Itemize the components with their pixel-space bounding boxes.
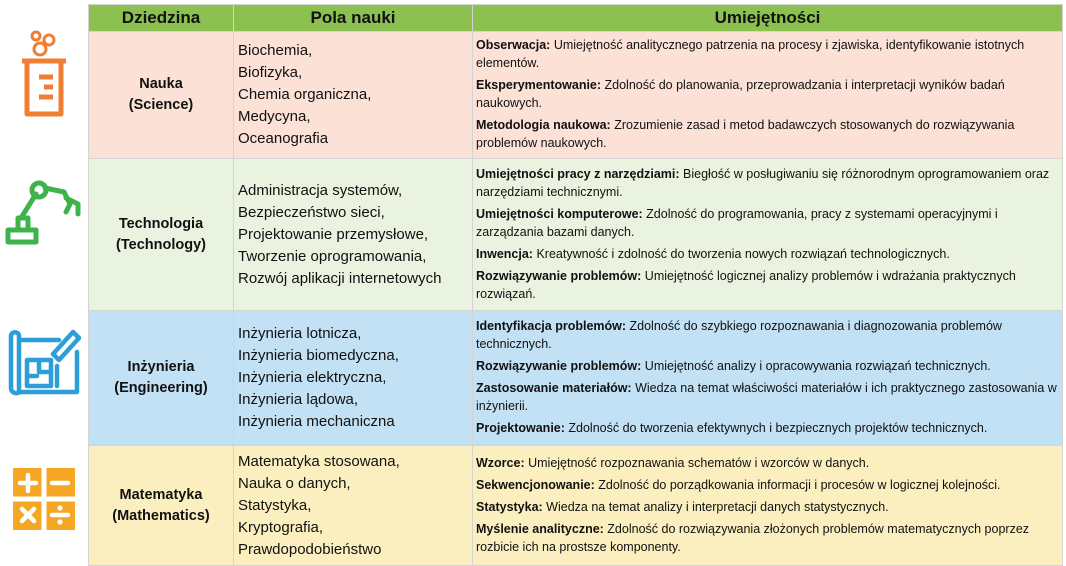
skill-item bbox=[476, 379, 1057, 415]
skill-item bbox=[476, 76, 1057, 112]
skill-desc: Umiejętność rozpoznawania schematów i wzorców w danych. bbox=[524, 455, 870, 470]
field-item: Inżynieria lądowa, bbox=[238, 391, 359, 408]
skill-desc: Zdolność do programowania, pracy z systemami operacyjnymi i zarządzania bazami danych. bbox=[476, 206, 998, 239]
skill-item bbox=[476, 520, 1057, 556]
field-item: Inżynieria lotnicza, bbox=[238, 325, 362, 342]
skill-item bbox=[476, 245, 1057, 263]
domain-cell bbox=[89, 446, 234, 566]
field-item: Rozwój aplikacji internetowych bbox=[238, 269, 442, 287]
domain-name: Inżynieria bbox=[127, 359, 195, 375]
table-row-science bbox=[89, 32, 1063, 159]
field-item: Biochemia, bbox=[238, 42, 313, 59]
blueprint-icon bbox=[0, 326, 88, 396]
field-item: Nauka o danych, bbox=[238, 474, 351, 492]
header-row bbox=[89, 5, 1063, 32]
field-item: Matematyka stosowana, bbox=[238, 452, 400, 470]
skill-desc: Zrozumienie zasad i metod badawczych stosowanych do rozwiązywania problemów naukowych. bbox=[476, 118, 1015, 150]
skill-name: Identyfikacja problemów: bbox=[476, 319, 627, 333]
skills-cell bbox=[473, 32, 1063, 159]
skill-desc: Umiejętność analizy i opracowywania rozwiązań technicznych. bbox=[641, 359, 991, 373]
domain-name-en: (Science) bbox=[128, 97, 194, 113]
skill-desc: Biegłość w posługiwaniu się różnorodnym oprogramowaniem oraz narzędziami technicznymi. bbox=[476, 166, 1050, 199]
field-item: Inżynieria biomedyczna, bbox=[238, 347, 399, 364]
skill-name: Eksperymentowanie: bbox=[476, 78, 602, 92]
domain-name-en: (Mathematics) bbox=[112, 507, 210, 524]
skill-desc: Zdolność do tworzenia efektywnych i bezpiecznych projektów technicznych. bbox=[564, 421, 988, 435]
skill-name: Obserwacja: bbox=[476, 38, 551, 52]
skill-name: Statystyka: bbox=[476, 499, 543, 514]
field-item: Tworzenie oprogramowania, bbox=[238, 247, 427, 265]
skill-name: Zastosowanie materiałów: bbox=[476, 381, 632, 395]
skill-desc: Umiejętność analitycznego patrzenia na procesy i zjawiska, identyfikowanie istotnych elementów. bbox=[476, 38, 1025, 70]
skill-desc: Zdolność do szybkiego rozpoznawania i diagnozowania problemów technicznych. bbox=[476, 319, 1002, 351]
skill-item bbox=[476, 498, 1057, 516]
table-row-technology bbox=[89, 159, 1063, 311]
field-item: Administracja systemów, bbox=[238, 181, 403, 199]
skill-name: Umiejętności pracy z narzędziami: bbox=[476, 166, 680, 181]
skill-name: Metodologia naukowa: bbox=[476, 118, 611, 132]
domain-name-en: (Engineering) bbox=[114, 380, 208, 396]
field-item: Oceanografia bbox=[238, 130, 329, 147]
skill-name: Projektowanie: bbox=[476, 421, 565, 435]
field-item: Projektowanie przemysłowe, bbox=[238, 225, 429, 243]
field-item: Prawdopodobieństwo bbox=[238, 540, 382, 558]
domain-name: Nauka bbox=[139, 76, 183, 92]
skills-cell bbox=[473, 311, 1063, 446]
skill-item bbox=[476, 165, 1057, 201]
field-item: Statystyka, bbox=[238, 496, 312, 514]
skill-desc: Umiejętność logicznej analizy problemów i wdrażania praktycznych rozwiązań. bbox=[476, 268, 1016, 301]
skill-desc: Zdolność do rozwiązywania złożonych problemów matematycznych poprzez rozbicie ich na prostsze komponenty. bbox=[476, 521, 1030, 554]
field-item: Bezpieczeństwo sieci, bbox=[238, 203, 385, 221]
field-item: Biofizyka, bbox=[238, 64, 303, 81]
field-item: Inżynieria elektryczna, bbox=[238, 369, 387, 386]
beaker-icon bbox=[0, 30, 88, 122]
skills-cell bbox=[473, 159, 1063, 311]
field-item: Kryptografia, bbox=[238, 518, 324, 536]
skill-item bbox=[476, 116, 1057, 152]
fields-cell bbox=[234, 32, 473, 159]
calculator-icon bbox=[0, 466, 88, 532]
fields-cell bbox=[234, 311, 473, 446]
domain-name-en: (Technology) bbox=[116, 236, 206, 253]
domain-name: Matematyka bbox=[119, 486, 203, 503]
header-skills: Umiejętności bbox=[473, 5, 1063, 32]
skill-name: Sekwencjonowanie: bbox=[476, 477, 595, 492]
skill-name: Wzorce: bbox=[476, 455, 525, 470]
domain-name: Technologia bbox=[118, 215, 204, 232]
skill-item bbox=[476, 419, 1057, 437]
icon-column bbox=[0, 0, 88, 560]
skill-desc: Zdolność do porządkowania informacji i procesów w logicznej kolejności. bbox=[594, 477, 1001, 492]
field-item: Medycyna, bbox=[238, 108, 311, 125]
skill-item bbox=[476, 317, 1057, 353]
skill-name: Inwencja: bbox=[476, 246, 533, 261]
field-item: Inżynieria mechaniczna bbox=[238, 413, 395, 430]
fields-cell bbox=[234, 446, 473, 566]
skill-name: Umiejętności komputerowe: bbox=[476, 206, 643, 221]
skill-item bbox=[476, 357, 1057, 375]
table-row-mathematics bbox=[89, 446, 1063, 566]
skill-item bbox=[476, 205, 1057, 241]
skill-item bbox=[476, 36, 1057, 72]
skills-cell bbox=[473, 446, 1063, 566]
domain-cell bbox=[89, 159, 234, 311]
header-fields: Pola nauki bbox=[234, 5, 473, 32]
stem-table bbox=[88, 4, 1063, 566]
skill-item bbox=[476, 476, 1057, 494]
skill-name: Rozwiązywanie problemów: bbox=[476, 268, 642, 283]
table-row-engineering bbox=[89, 311, 1063, 446]
skill-desc: Wiedza na temat właściwości materiałów i ich praktycznego zastosowania w inżynierii. bbox=[476, 381, 1057, 413]
skill-desc: Zdolność do planowania, przeprowadzania i interpretacji wyników badań naukowych. bbox=[476, 78, 1005, 110]
robotic-arm-icon bbox=[0, 178, 88, 246]
skill-desc: Wiedza na temat analizy i interpretacji danych statystycznych. bbox=[542, 499, 889, 514]
skill-item bbox=[476, 267, 1057, 303]
field-item: Chemia organiczna, bbox=[238, 86, 372, 103]
skill-name: Rozwiązywanie problemów: bbox=[476, 359, 642, 373]
skill-desc: Kreatywność i zdolność do tworzenia nowych rozwiązań technologicznych. bbox=[532, 246, 950, 261]
domain-cell bbox=[89, 311, 234, 446]
skill-name: Myślenie analityczne: bbox=[476, 521, 604, 536]
skill-item bbox=[476, 454, 1057, 472]
header-domain: Dziedzina bbox=[89, 5, 234, 32]
domain-cell bbox=[89, 32, 234, 159]
fields-cell bbox=[234, 159, 473, 311]
